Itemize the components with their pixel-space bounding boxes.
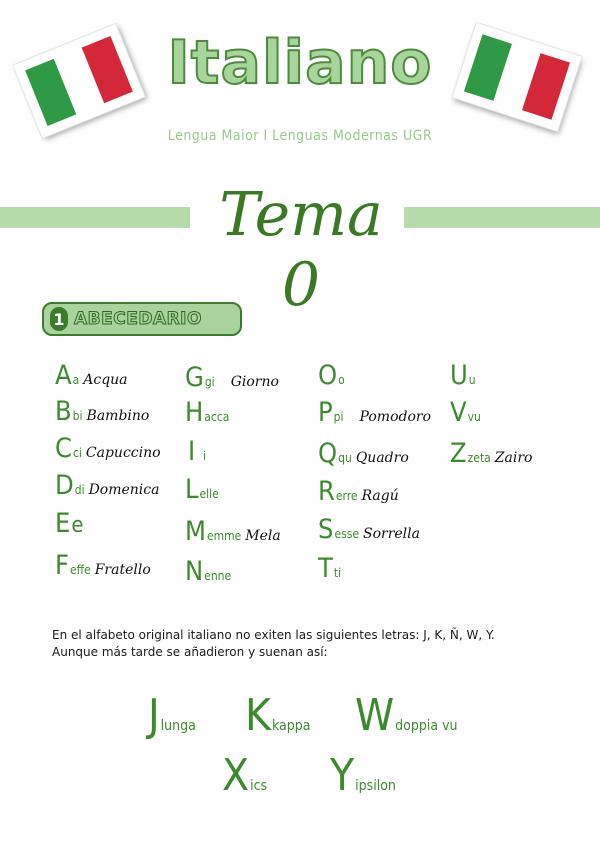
letter-w: W doppia vu [355, 690, 458, 741]
letter-b: B bi Bambino [55, 396, 150, 427]
page-subtitle: Lengua Maior I Lenguas Modernas UGR [167, 128, 433, 144]
letter-e: E e [55, 508, 84, 539]
letter-q: Q qu Quadro [318, 438, 409, 469]
italian-flag-right [453, 23, 582, 131]
letter-a: A a Acqua [55, 360, 128, 391]
letter-n: N enne [185, 556, 232, 587]
divider-right [404, 207, 600, 228]
note-line-2: Aunque más tarde se añadieron y suenan así: [52, 645, 328, 659]
letter-y: Y ipsilon [330, 750, 396, 801]
letter-j: J lunga [148, 690, 196, 741]
section-header [42, 302, 242, 336]
section-title: ABECEDARIO [74, 309, 202, 329]
letter-o: O o [318, 360, 345, 391]
letter-s: S esse Sorrella [318, 514, 420, 545]
letter-d: D di Domenica [55, 470, 160, 501]
letter-i: I i [188, 436, 207, 467]
note-line-1: En el alfabeto original italiano no exiten las siguientes letras: J, K, Ñ, W, Y. [52, 628, 495, 642]
letter-r: R erre Ragú [318, 476, 399, 507]
divider-left [0, 207, 190, 228]
italian-flag-left [13, 24, 144, 138]
letter-c: C ci Capuccino [55, 433, 161, 464]
letter-g: G gi Giorno [185, 362, 279, 393]
alphabet-note [52, 627, 572, 661]
letter-m: M emme Mela [185, 516, 281, 547]
letter-t: T ti [318, 553, 342, 584]
letter-h: H acca [185, 397, 230, 428]
letter-v: V vu [450, 397, 481, 428]
section-number: 1 [50, 307, 68, 331]
letter-f: F effe Fratello [55, 550, 151, 581]
page-title: Italiano [167, 28, 433, 98]
letter-l: L elle [185, 474, 219, 505]
letter-p: P pi Pomodoro [318, 397, 432, 428]
letter-z: Z zeta Zairo [450, 438, 533, 469]
tema-heading: Tema 0 [219, 180, 383, 320]
letter-u: U u [450, 360, 476, 391]
letter-k: K kappa [245, 690, 311, 741]
letter-x: X ics [222, 750, 268, 801]
